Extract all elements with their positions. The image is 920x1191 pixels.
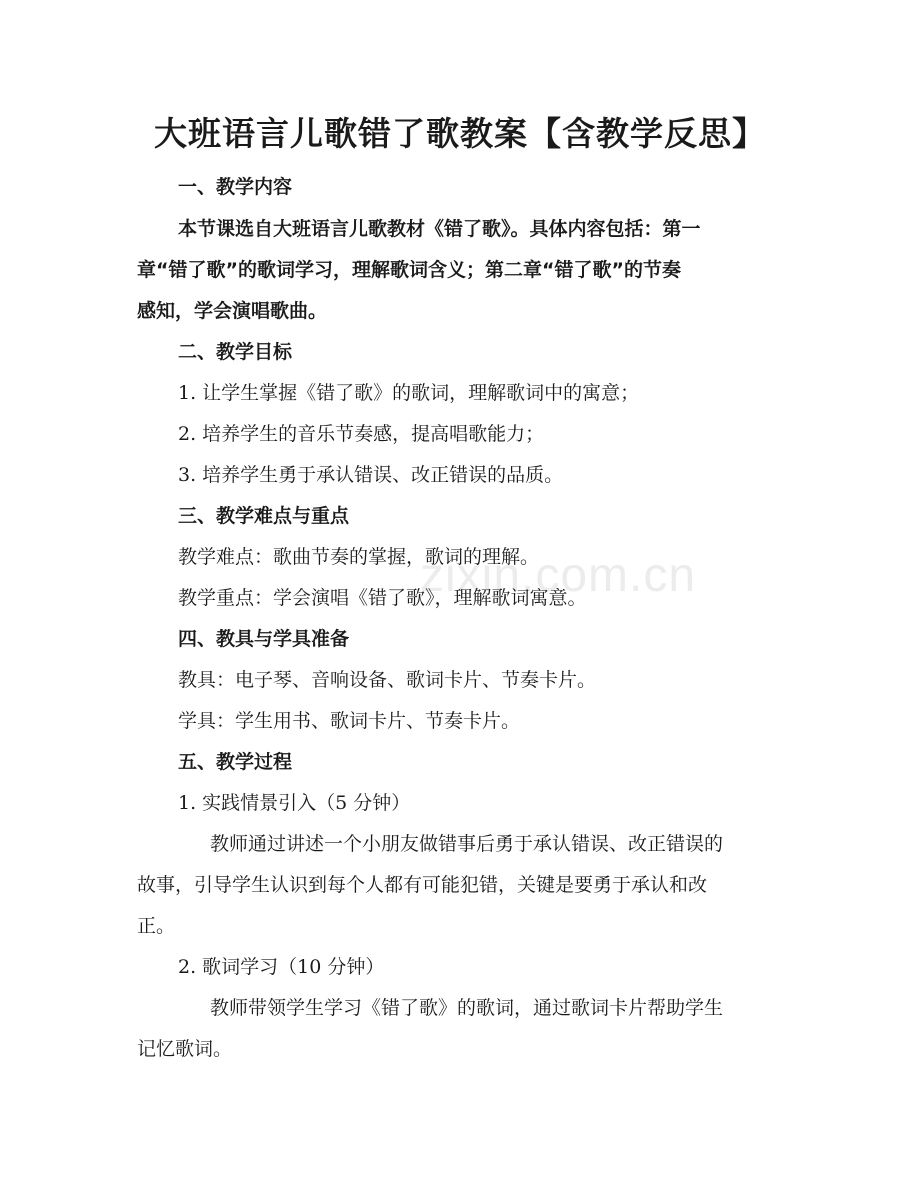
list-item: 教学难点：歌曲节奏的掌握，歌词的理解。: [178, 546, 540, 568]
paragraph-line: 记忆歌词。: [137, 1038, 233, 1060]
list-item: 3. 培养学生勇于承认错误、改正错误的品质。: [178, 464, 564, 486]
step-label: 2. 歌词学习（10 分钟）: [178, 956, 385, 978]
step-label: 1. 实践情景引入（5 分钟）: [178, 792, 411, 814]
section-heading-objectives: 二、教学目标: [178, 341, 293, 363]
section-heading-content: 一、教学内容: [178, 176, 293, 198]
list-item: 2. 培养学生的音乐节奏感，提高唱歌能力；: [178, 423, 545, 445]
list-item: 教具：电子琴、音响设备、歌词卡片、节奏卡片。: [178, 669, 597, 691]
paragraph-line: 章“错了歌”的歌词学习，理解歌词含义；第二章“错了歌”的节奏: [137, 259, 681, 281]
paragraph-line: 正。: [137, 915, 176, 937]
paragraph-line: 教师带领学生学习《错了歌》的歌词，通过歌词卡片帮助学生: [210, 997, 724, 1019]
document-title: 大班语言儿歌错了歌教案【含教学反思】: [154, 114, 766, 153]
section-heading-difficulties: 三、教学难点与重点: [178, 505, 350, 527]
paragraph-line: 教师通过讲述一个小朋友做错事后勇于承认错误、改正错误的: [210, 833, 724, 855]
section-heading-materials: 四、教具与学具准备: [178, 628, 350, 650]
paragraph-line: 故事，引导学生认识到每个人都有可能犯错，关键是要勇于承认和改: [137, 874, 708, 896]
list-item: 1. 让学生掌握《错了歌》的歌词，理解歌词中的寓意；: [178, 382, 640, 404]
paragraph-line: 感知，学会演唱歌曲。: [137, 300, 328, 322]
paragraph-line: 本节课选自大班语言儿歌教材《错了歌》。具体内容包括：第一: [178, 218, 701, 240]
list-item: 教学重点：学会演唱《错了歌》，理解歌词寓意。: [178, 587, 587, 609]
list-item: 学具：学生用书、歌词卡片、节奏卡片。: [178, 710, 521, 732]
watermark: zixin.com.cn: [420, 549, 697, 602]
section-heading-process: 五、教学过程: [178, 751, 293, 773]
